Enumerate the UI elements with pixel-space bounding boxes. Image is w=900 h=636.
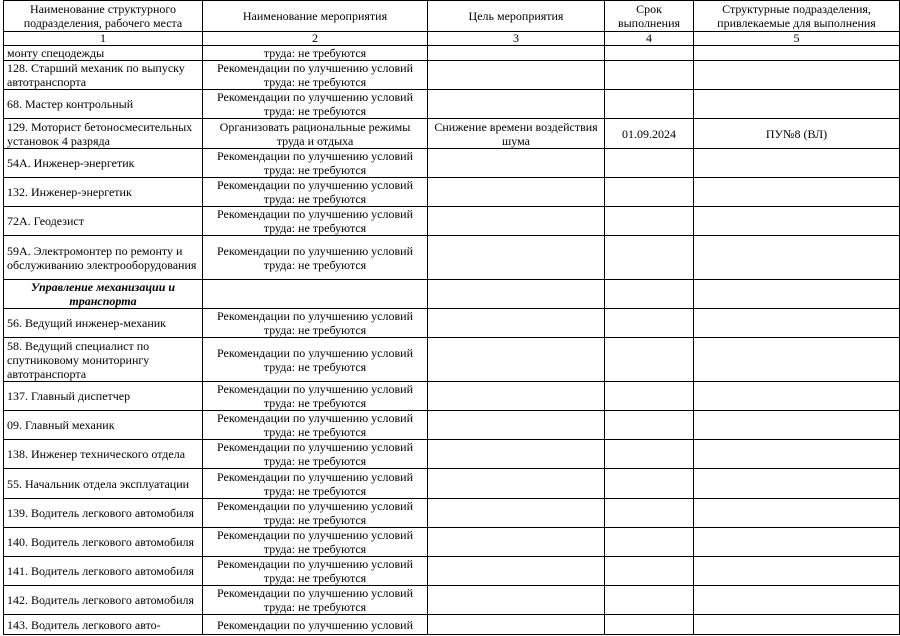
cell-col-3 [428,499,605,528]
cell-col-3 [428,615,605,635]
cell-col-4 [605,615,694,635]
section-row [4,280,900,309]
cell-col-5: ПУ№8 (ВЛ) [694,119,900,149]
cell-col-4 [605,46,694,61]
cell-col-4 [605,586,694,615]
cell-col-2: Рекомендации по улучшению условий труда: не требуются [203,149,428,178]
table-row [4,382,900,411]
measures-table [3,0,900,635]
cell-col-2: Рекомендации по улучшению условий труда: не требуются [203,586,428,615]
cell-col-3 [428,440,605,469]
table-row [4,149,900,178]
cell-col-5 [694,280,900,309]
cell-col-4 [605,557,694,586]
cell-col-5 [694,309,900,338]
cell-col-2 [203,280,428,309]
header-row [4,1,900,32]
cell-col-4 [605,440,694,469]
cell-col-4 [605,61,694,90]
cell-col-4 [605,149,694,178]
table-row [4,46,900,61]
cell-col-3 [428,382,605,411]
cell-col-2: Рекомендации по улучшению условий труда: не требуются [203,528,428,557]
header-col-3: Цель мероприятия [428,1,605,32]
cell-col-5 [694,528,900,557]
cell-col-1: 128. Старший механик по выпуску автотранспорта [4,61,203,90]
cell-col-2: Рекомендации по улучшению условий труда: не требуются [203,499,428,528]
cell-col-5 [694,46,900,61]
cell-col-1: 142. Водитель легкового автомобиля [4,586,203,615]
cell-col-2: Рекомендации по улучшению условий труда: не требуются [203,557,428,586]
table-row [4,207,900,236]
cell-col-1: монту спецодежды [4,46,203,61]
table-row [4,615,900,635]
cell-col-2: труда: не требуются [203,46,428,61]
cell-col-2: Рекомендации по улучшению условий труда: не требуются [203,236,428,280]
cell-col-3 [428,236,605,280]
cell-col-4 [605,236,694,280]
cell-col-2: Рекомендации по улучшению условий труда: не требуются [203,309,428,338]
cell-col-1: 58. Ведущий специалист по спутниковому мониторингу автотранспорта [4,338,203,382]
table-row [4,309,900,338]
cell-col-1: 143. Водитель легкового авто- [4,615,203,635]
cell-col-2: Рекомендации по улучшению условий труда: не требуются [203,382,428,411]
cell-col-4 [605,528,694,557]
cell-col-2: Рекомендации по улучшению условий труда: не требуются [203,440,428,469]
cell-col-2: Рекомендации по улучшению условий труда: не требуются [203,178,428,207]
cell-col-5 [694,440,900,469]
cell-col-4 [605,178,694,207]
cell-col-3 [428,90,605,119]
table-row [4,586,900,615]
cell-col-3 [428,586,605,615]
cell-col-4 [605,499,694,528]
cell-col-5 [694,469,900,499]
cell-col-5 [694,90,900,119]
cell-col-1: 141. Водитель легкового автомобиля [4,557,203,586]
cell-col-5 [694,586,900,615]
table-row [4,499,900,528]
cell-col-5 [694,61,900,90]
cell-col-4 [605,309,694,338]
header-col-4: Срок выполнения [605,1,694,32]
cell-col-1: 138. Инженер технического отдела [4,440,203,469]
cell-col-1: 09. Главный механик [4,411,203,440]
column-number: 2 [203,32,428,46]
cell-col-4 [605,90,694,119]
cell-col-4 [605,280,694,309]
cell-col-1: 56. Ведущий инженер-механик [4,309,203,338]
cell-col-2: Рекомендации по улучшению условий труда: не требуются [203,61,428,90]
cell-col-2: Рекомендации по улучшению условий труда: не требуются [203,469,428,499]
cell-col-4 [605,469,694,499]
cell-col-4: 01.09.2024 [605,119,694,149]
cell-col-5 [694,236,900,280]
table-row [4,411,900,440]
column-number: 5 [694,32,900,46]
cell-col-2: Организовать рациональные режимы труда и отдыха [203,119,428,149]
cell-col-3 [428,528,605,557]
cell-col-3 [428,178,605,207]
table-row [4,528,900,557]
table-row [4,61,900,90]
cell-col-5 [694,207,900,236]
cell-col-5 [694,615,900,635]
cell-col-5 [694,149,900,178]
table-row [4,440,900,469]
cell-col-3 [428,411,605,440]
cell-col-3 [428,309,605,338]
cell-col-2: Рекомендации по улучшению условий труда: не требуются [203,207,428,236]
cell-col-2: Рекомендации по улучшению условий труда: не требуются [203,411,428,440]
cell-col-5 [694,557,900,586]
table-row [4,178,900,207]
cell-col-4 [605,207,694,236]
cell-col-1: Управление механизации и транспорта [4,280,203,309]
table-row [4,236,900,280]
cell-col-3: Снижение времени воздействия шума [428,119,605,149]
column-number: 4 [605,32,694,46]
cell-col-3 [428,207,605,236]
table-row [4,119,900,149]
header-col-1: Наименование структурного подразделения, рабочего места [4,1,203,32]
cell-col-1: 59А. Электромонтер по ремонту и обслуживанию электрооборудования [4,236,203,280]
cell-col-5 [694,382,900,411]
cell-col-1: 137. Главный диспетчер [4,382,203,411]
cell-col-2: Рекомендации по улучшению условий [203,615,428,635]
cell-col-3 [428,149,605,178]
cell-col-4 [605,382,694,411]
header-col-5: Структурные подразделения, привлекаемые для выполнения [694,1,900,32]
header-col-2: Наименование мероприятия [203,1,428,32]
cell-col-3 [428,61,605,90]
cell-col-5 [694,411,900,440]
table-row [4,90,900,119]
cell-col-1: 129. Моторист бетоносмесительных установок 4 разряда [4,119,203,149]
cell-col-4 [605,338,694,382]
table-body [4,46,900,635]
cell-col-3 [428,557,605,586]
cell-col-1: 68. Мастер контрольный [4,90,203,119]
cell-col-2: Рекомендации по улучшению условий труда: не требуются [203,90,428,119]
cell-col-4 [605,411,694,440]
cell-col-3 [428,46,605,61]
cell-col-3 [428,280,605,309]
cell-col-5 [694,178,900,207]
table-row [4,469,900,499]
table-row [4,557,900,586]
cell-col-1: 140. Водитель легкового автомобиля [4,528,203,557]
table-row [4,338,900,382]
cell-col-1: 139. Водитель легкового автомобиля [4,499,203,528]
cell-col-1: 72А. Геодезист [4,207,203,236]
cell-col-1: 55. Начальник отдела эксплуатации [4,469,203,499]
cell-col-3 [428,338,605,382]
column-number: 1 [4,32,203,46]
cell-col-1: 132. Инженер-энергетик [4,178,203,207]
column-number-row [4,32,900,46]
cell-col-5 [694,499,900,528]
cell-col-1: 54А. Инженер-энергетик [4,149,203,178]
column-number: 3 [428,32,605,46]
cell-col-5 [694,338,900,382]
cell-col-2: Рекомендации по улучшению условий труда: не требуются [203,338,428,382]
cell-col-3 [428,469,605,499]
